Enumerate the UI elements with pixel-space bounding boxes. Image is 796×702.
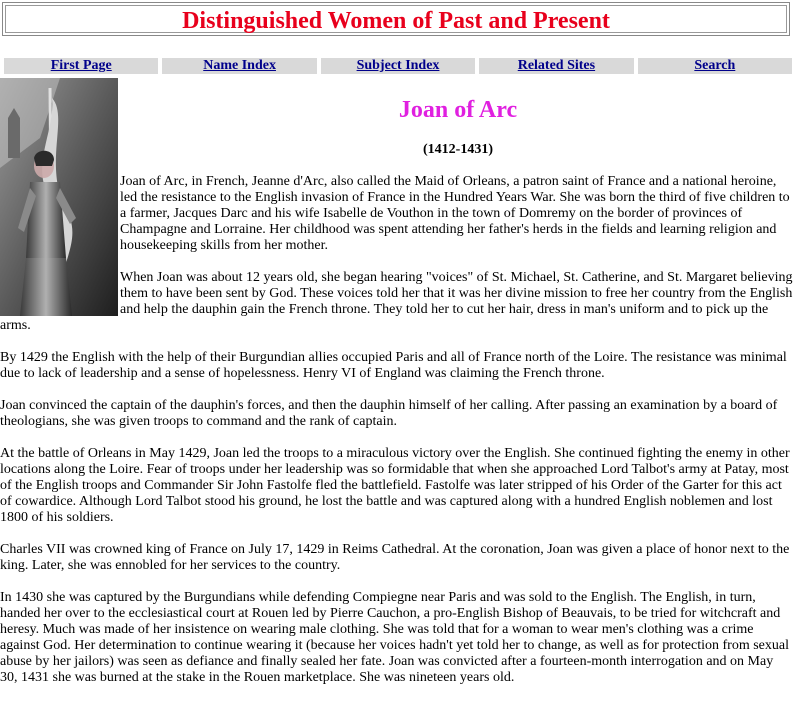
nav-bar — [4, 58, 792, 74]
nav-link-related-sites[interactable]: Related Sites — [517, 58, 596, 73]
nav-link-name-index[interactable]: Name Index — [203, 58, 276, 73]
portrait-spacer — [0, 174, 120, 317]
biography — [0, 174, 794, 702]
bio-paragraph-7: In 1430 she was captured by the Burgundians while defending Compiegne near Paris and was sold to the English. The English, in turn, handed her over to the ecclesiastical court at Rouen led by Pierre Cauchon, a pro-English Bishop of Beauvais, to be tried for witchcraft and heresy. Much was made of her insistence on wearing male clothing. She was told that for a woman to wear men's clothing was a crime against God. Her determination to continue wearing it (because her voices hadn't yet told her to change, as well as for protection from sexual abuse by her jailors) was seen as defiance and finally sealed her fate. Joan was convicted after a fourteen-month interrogation and on May 30, 1431 she was burned at the stake in the Rouen marketplace. She was nineteen years old. — [0, 590, 789, 685]
article-header — [0, 96, 796, 158]
bio-paragraph-3: By 1429 the English with the help of their Burgundian allies occupied Paris and all of France north of the Loire. The resistance was minimal due to lack of leadership and a sense of hopelessness. Henry VI of England was claiming the French throne. — [0, 350, 787, 381]
nav-cell-search — [638, 58, 792, 74]
nav-cell-related-sites — [479, 58, 633, 74]
bio-paragraph-2: When Joan was about 12 years old, she began hearing "voices" of St. Michael, St. Catherine, and St. Margaret believing them to have been sent by God. These voices told her that it was her divine mission to free her country from the English and help the dauphin gain the French throne. They told her to cut her hair, dress in man's uniform and to pick up the arms. — [0, 270, 793, 333]
bio-paragraph-1: Joan of Arc, in French, Jeanne d'Arc, also called the Maid of Orleans, a patron saint of France and a national heroine, led the resistance to the English invasion of France in the Hundred Years War. She was born the third of five children to a farmer, Jacques Darc and his wife Isabelle de Vouthon in the town of Domremy on the border of provinces of Champagne and Lorraine. Her childhood was spent attending her father's herds in the fields and learning religion and housekeeping skills from her mother. — [120, 174, 790, 253]
site-header — [2, 2, 790, 36]
bio-paragraph-5: At the battle of Orleans in May 1429, Joan led the troops to a miraculous victory over the English. She continued fighting the enemy in other locations along the Loire. Fear of troops under her leadership was so formidable that when she approached Lord Talbot's army at Patay, most of the English troops and Commander Sir John Fastolfe fled the battlefield. Fastolfe was later stripped of his Order of the Garter for this act of cowardice. Although Lord Talbot stood his ground, he lost the battle and was captured along with a hundred English noblemen and lost 1800 of his soldiers. — [0, 446, 790, 525]
bio-paragraph-4: Joan convinced the captain of the dauphin's forces, and then the dauphin himself of her calling. After passing an examination by a board of theologians, she was given troops to command and the rank of captain. — [0, 398, 778, 429]
nav-link-subject-index[interactable]: Subject Index — [356, 58, 440, 73]
nav-cell-first-page — [4, 58, 158, 74]
life-dates: (1412-1431) — [423, 142, 493, 157]
nav-cell-name-index — [162, 58, 316, 74]
nav-cell-subject-index — [321, 58, 475, 74]
nav-link-search[interactable]: Search — [694, 58, 736, 73]
bio-paragraph-6: Charles VII was crowned king of France on July 17, 1429 in Reims Cathedral. At the coronation, Joan was given a place of honor next to the king. Later, she was ennobled for her services to the country. — [0, 542, 790, 573]
site-title: Distinguished Women of Past and Present — [182, 8, 610, 34]
nav-link-first-page[interactable]: First Page — [50, 58, 112, 73]
site-header-inner — [5, 5, 787, 33]
person-name: Joan of Arc — [398, 97, 518, 123]
